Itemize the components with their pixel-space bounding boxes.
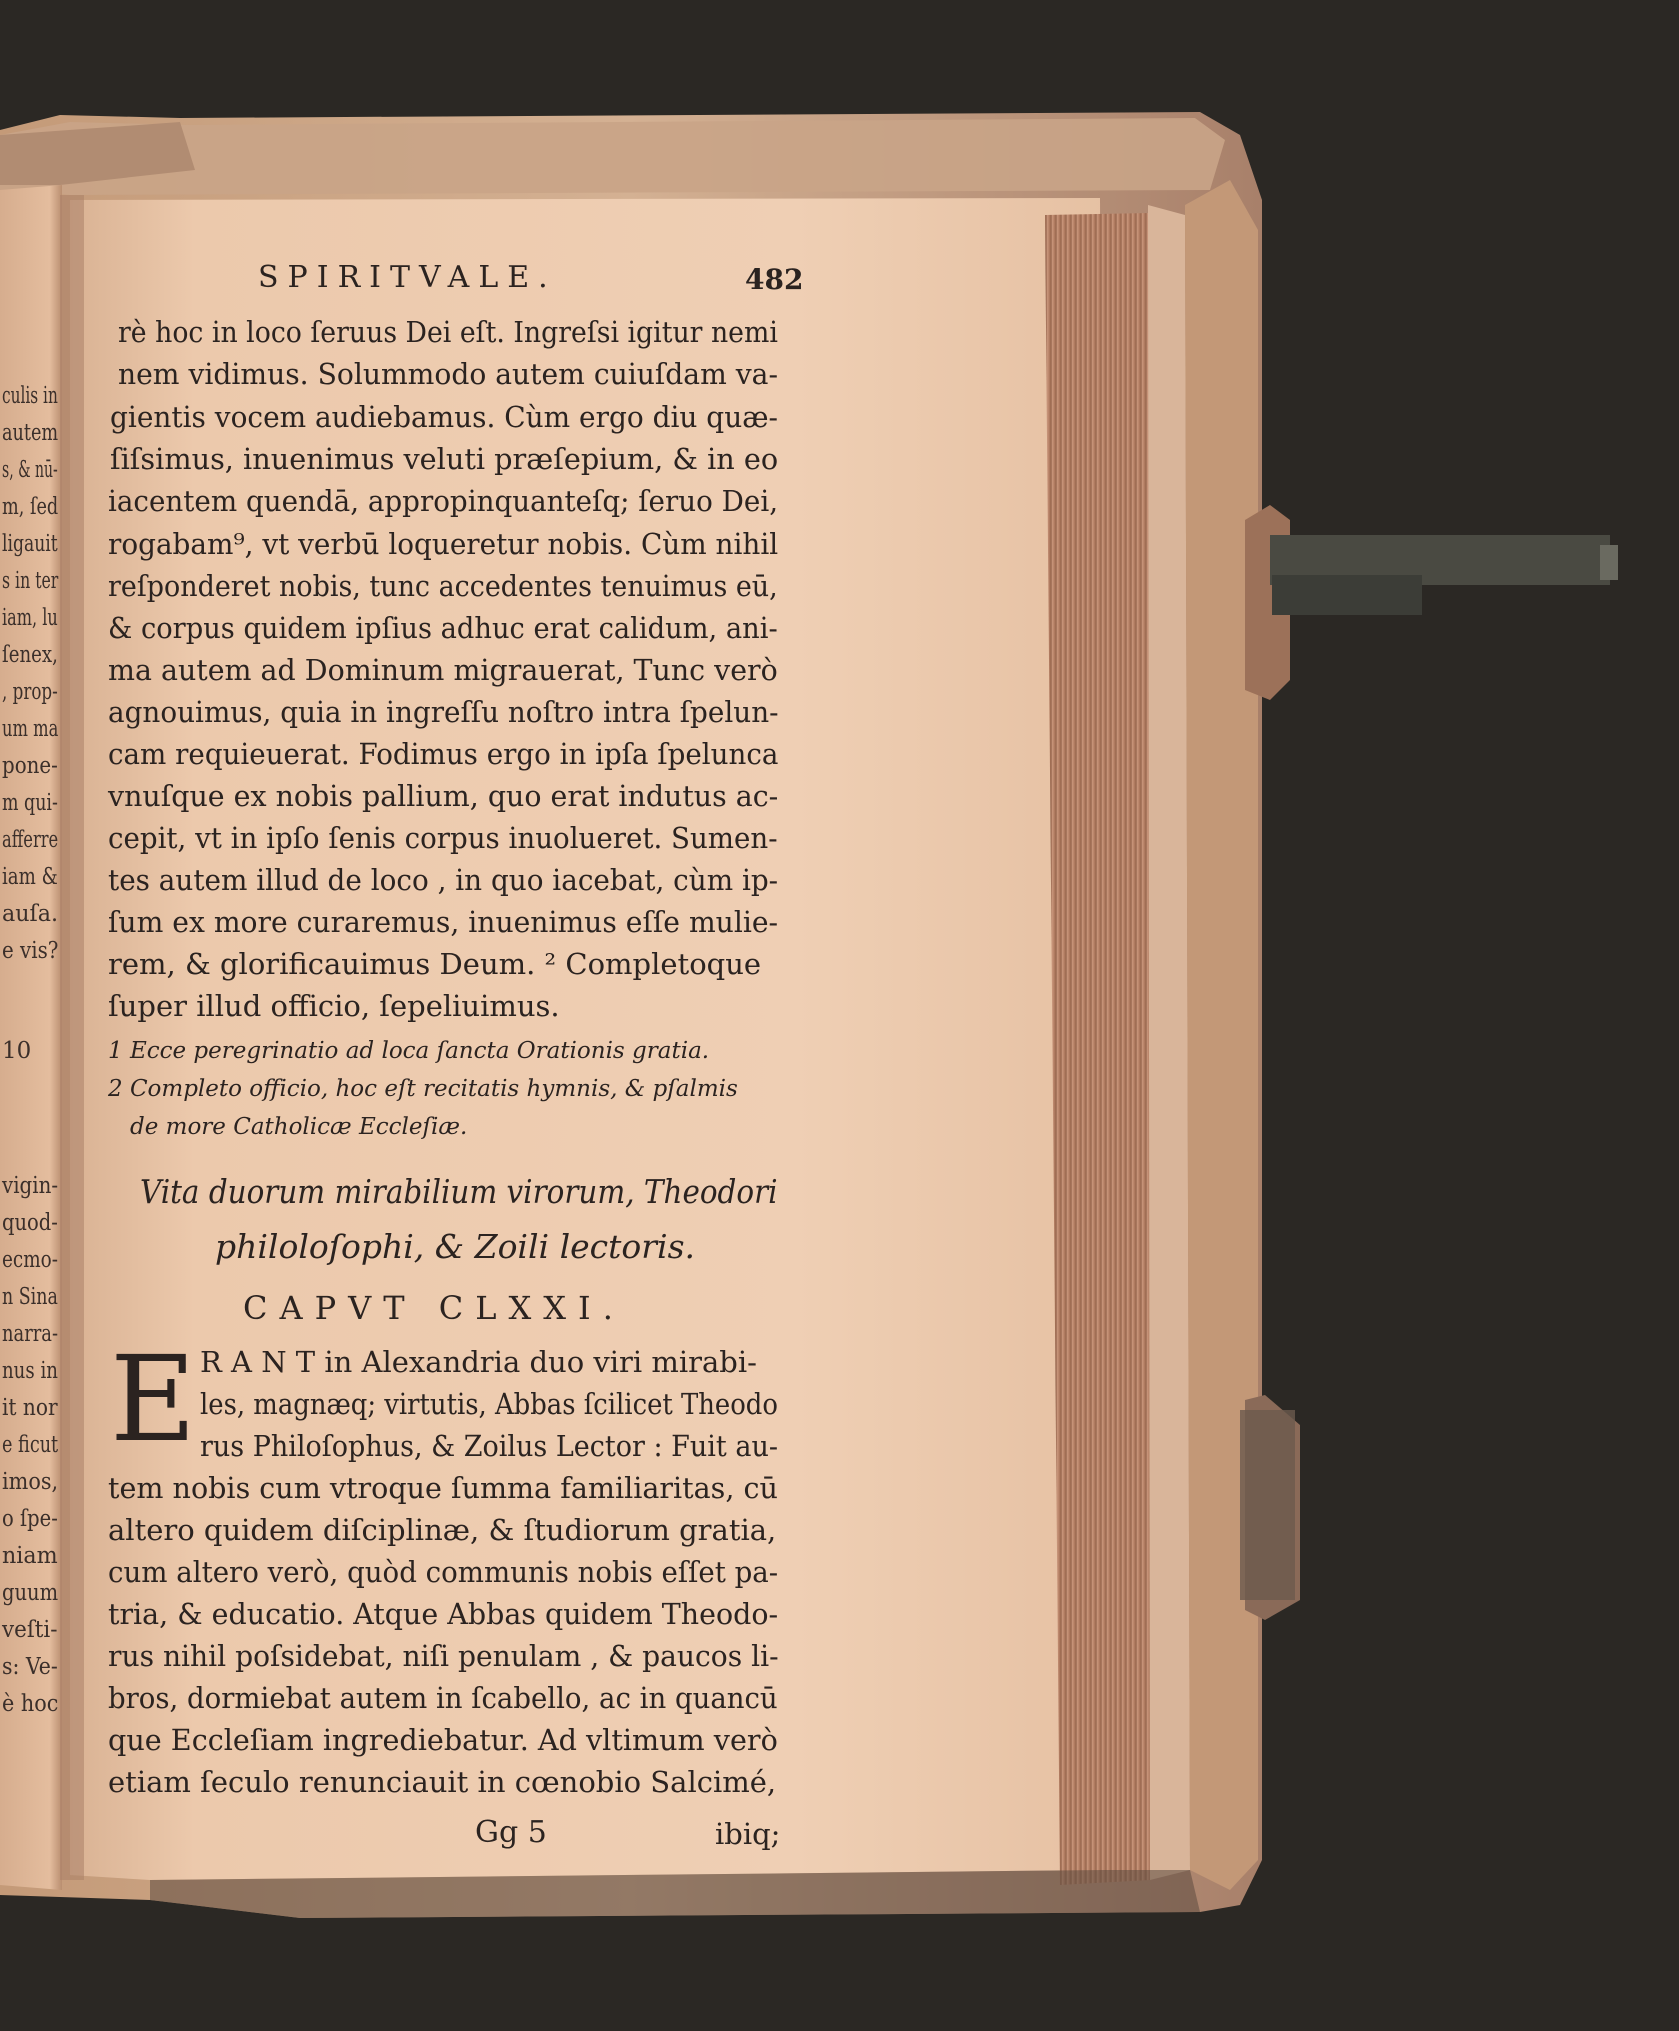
left-page-fragment: ligauit — [2, 531, 58, 557]
text-line: tria, & educatio. Atque Abbas quidem Theodo- — [108, 1597, 779, 1631]
text-line: agnouimus, quia in ingreſſu noſtro intra ſpelun- — [108, 695, 779, 729]
left-page-fragment: m, ſed — [2, 494, 59, 520]
text-line: rogabam⁹, vt verbū loqueretur nobis. Cùm nihil — [108, 527, 779, 561]
text-line: ſuper illud officio, ſepeliuimus. — [108, 989, 560, 1023]
left-page-fragment: niam — [2, 1543, 58, 1569]
left-page-fragment: e vis? — [2, 938, 59, 964]
text-line: rus nihil poſsidebat, niſi penulam , & paucos li- — [108, 1639, 779, 1673]
text-line: gientis vocem audiebamus. Cùm ergo diu quæ- — [110, 400, 778, 434]
text-line: bros, dormiebat autem in ſcabello, ac in quancū — [108, 1681, 778, 1715]
left-page-fragment: n Sina — [2, 1284, 58, 1310]
text-line: reſponderet nobis, tunc accedentes tenuimus eū, — [108, 569, 778, 603]
text-line: iacentem quendā, appropinquanteſq; ſeruo Dei, — [108, 484, 779, 518]
text-line: tem nobis cum vtroque ſumma familiaritas, cū — [108, 1471, 778, 1505]
left-page-fragment: 10 — [2, 1038, 32, 1064]
text-line: ma autem ad Dominum migrauerat, Tunc verò — [108, 653, 778, 687]
text-line: cepit, vt in ipſo ſenis corpus inuolueret. Sumen- — [108, 821, 778, 855]
drop-cap: E — [110, 1330, 197, 1468]
left-page-fragment: um ma — [2, 716, 59, 742]
left-page-fragment: afferre — [2, 827, 59, 853]
text-line: ſum ex more curaremus, inuenimus eſſe mulie- — [108, 905, 779, 939]
left-page-fragment: imos, — [2, 1469, 59, 1495]
signature-mark: Gg 5 — [475, 1815, 547, 1850]
note-line: 2 Completo officio, hoc eſt recitatis hymnis, & pſalmis — [108, 1076, 738, 1102]
note-line: de more Catholicæ Eccleſiæ. — [130, 1114, 468, 1140]
left-page-fragment: iam & — [2, 864, 58, 890]
left-page-fragment: è hoc — [2, 1691, 59, 1717]
left-page-fragment: m qui- — [2, 790, 58, 816]
left-page-fragment: autem — [2, 420, 59, 446]
left-page-fragment: s in ter — [2, 568, 59, 594]
left-page-fragment: ecmo- — [2, 1247, 58, 1273]
page-number: 482 — [745, 263, 804, 296]
text-line: etiam ſeculo renunciauit in cœnobio Salcimé, — [108, 1765, 777, 1799]
left-page-fragment: , prop- — [2, 679, 58, 705]
left-page-fragment: iam, lu — [2, 605, 58, 631]
left-page-fragment: s, & nū- — [2, 457, 58, 483]
text-line: tes autem illud de loco , in quo iacebat, cùm ip- — [108, 863, 779, 897]
text-line: cam requieuerat. Fodimus ergo in ipſa ſpelunca — [108, 737, 779, 771]
text-line: & corpus quidem ipſius adhuc erat calidum, ani- — [108, 611, 778, 645]
text-line: cum altero verò, quòd communis nobis eſſet pa- — [108, 1555, 779, 1589]
left-page-fragment: it nor — [2, 1395, 58, 1421]
text-line: ſiſsimus, inuenimus veluti præſepium, & in eo — [110, 442, 779, 476]
left-page-fragment: veſti- — [2, 1617, 58, 1643]
text-line: nem vidimus. Solummodo autem cuiuſdam va- — [118, 357, 778, 391]
text-line: rem, & glorificauimus Deum. ² Completoque — [108, 947, 762, 981]
text-line: altero quidem diſciplinæ, & ſtudiorum gratia, — [108, 1513, 777, 1547]
text-line: R A N T in Alexandria duo viri mirabi- — [200, 1345, 757, 1379]
running-head: SPIRITVALE. — [258, 260, 557, 295]
text-line: les, magnæq; virtutis, Abbas ſcilicet Theodo — [200, 1387, 778, 1421]
chapter-title-line: Vita duorum mirabilium virorum, Theodori — [140, 1172, 778, 1211]
left-page-fragment: e ficut — [2, 1432, 59, 1458]
left-page-fragment: s: Ve- — [2, 1654, 58, 1680]
left-page-fragment: ſenex, — [2, 642, 58, 668]
left-page-fragment: vigin- — [2, 1173, 59, 1199]
left-page-fragment: o ſpe- — [2, 1506, 58, 1532]
left-page-fragment: guum — [2, 1580, 59, 1606]
left-page-fragment: nus in — [2, 1358, 58, 1384]
left-page-fragment: pone- — [2, 753, 58, 779]
left-page-fragment: quod- — [2, 1210, 58, 1236]
left-page-fragment: narra- — [2, 1321, 59, 1347]
text-line: que Eccleſiam ingrediebatur. Ad vltimum verò — [108, 1723, 778, 1757]
text-line: rè hoc in loco ſeruus Dei eſt. Ingreſsi igitur nemi — [118, 315, 778, 349]
left-page-fragment: culis in — [2, 383, 58, 409]
catchword: ibiq; — [715, 1817, 781, 1851]
chapter-number: CAPVT CLXXI. — [243, 1289, 625, 1327]
left-page-fragment: auſa. — [2, 901, 59, 927]
chapter-title-line: philoloſophi, & Zoili lectoris. — [215, 1227, 696, 1266]
text-line: vnuſque ex nobis pallium, quo erat indutus ac- — [108, 779, 779, 813]
text-line: rus Philoſophus, & Zoilus Lector : Fuit au- — [200, 1429, 778, 1463]
note-line: 1 Ecce peregrinatio ad loca ſancta Orationis gratia. — [108, 1038, 710, 1064]
